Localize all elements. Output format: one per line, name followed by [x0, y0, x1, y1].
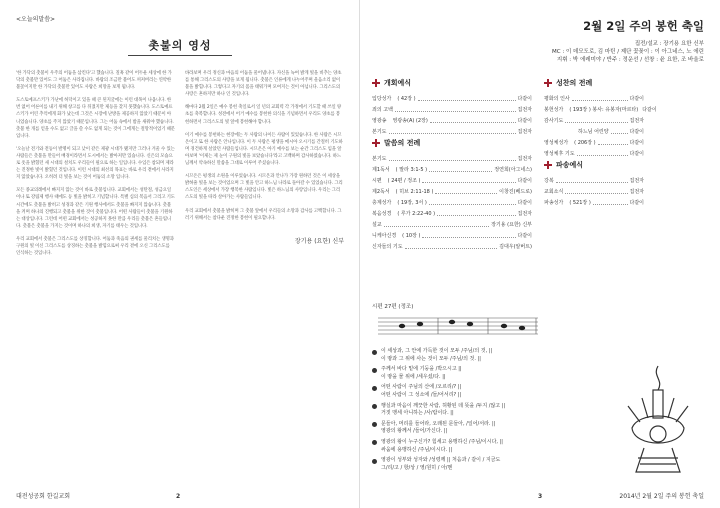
paragraph: '오늘날 전기와 전등이 발명이 되고 낮이 같은 제광 시대가 됐지만 그러나 겨울 수 있는 사람들은 촛불을 만들어 배경이라면서 도시에서는 밝아져만 있습니다. 신은의 모습으로 옷을 밝혔던 새 시대의 설치도 우리들이 필요로 하는 일입니다. 수입은 참되며 제라는 진정한 빛이 밝혔던 것입니다. 이런 시대의 최선의 목표는 바로 우리 곁에서 사라지지 않았습니다. 오히려 더 빛을 보는 것이 어둠의 소망 입니다.	[16, 146, 175, 181]
paragraph: 해마다 2월 2일은 예수 봉헌 축일로서 일 년의 교회력 각 가정에서 기도할 때 쓰일 양초를 축복합니다. 성전에서 어거 예수를 봉헌한 의식을 기념하면서 우리도 양초를 봉헌하면서 그리스도의 빛 앞에 봉헌해야 합니다.	[185, 105, 342, 125]
leader-dots	[389, 160, 516, 161]
article-column-1	[16, 70, 175, 263]
liturgy-row	[372, 92, 532, 103]
liturgy-row	[372, 240, 532, 251]
service-credits	[372, 40, 704, 64]
liturgy-row	[544, 136, 644, 147]
liturgy-item-name: 파송성가	[544, 200, 564, 206]
leader-dots	[556, 182, 628, 183]
liturgy-item-name: 영성체성가	[544, 140, 569, 146]
section-heading	[372, 78, 532, 88]
verse-line: 이 땅과 그 위에 사는 것이 모두 /주님/의 것. ||	[381, 355, 481, 362]
liturgy-item-role: 다같이	[517, 200, 532, 206]
psalm-section	[372, 302, 708, 475]
paragraph: 우리 교회에서 촛불은 그리스도를 상징합니다. 어둠과 죽음의 권세를 물리치는 생명과 구원의 빛 이신 그리스도를 상징하는 촛불을 밝힘으로써 우리 곁에 오신 그리스도를 인식하는 것입니다.	[16, 236, 174, 257]
liturgy-item-name: 강복	[544, 178, 554, 184]
leader-dots	[593, 204, 628, 205]
bullet-icon	[372, 459, 377, 464]
liturgy-item-role: 집전자	[629, 178, 644, 184]
verse-line: 거짓 맹세 아니하는 /사/람이다. ||	[381, 410, 454, 417]
paragraph: 도스토예프스키가 가난에 허덕이고 있을 때 큰 된지굴에는 이런 대목이 나옵니다. 한 번 없어 어른이를 내기 위해 창고를 다 뒤졌지만 제등을 찾지 못했습니다. 도스토예프스키가 어린 추억에게 화가 났는데 그것은 시장에 난방을 제공하지 않았기 때문이 아니었습니다. 양초를 주지 않았기 때문입니다. 그는 어둠 속에서 밤을 새워야 했습니다. 촛불 한 개를 얻을 수도 없고 글을 쓸 수도 없게 되는 것이 그에게는 절망적이었기 때문입니다.	[16, 98, 175, 139]
liturgy-row	[544, 185, 644, 196]
author-signature: 장기용 (요한) 신부	[294, 237, 344, 245]
leader-dots	[437, 215, 515, 216]
footer-church-name: 대전성공회 한길교회	[16, 493, 71, 500]
leader-dots	[430, 122, 516, 123]
verse-line: 싸움에 용맹하신 /주님/이시다. ||	[381, 446, 453, 453]
liturgy-item-role: 다같이	[642, 107, 657, 113]
liturgy-row	[544, 114, 644, 125]
leader-dots	[422, 237, 515, 238]
cross-icon	[544, 161, 552, 169]
paragraph: 시므온은 평생의 소원을 이루었습니다. 시므온과 안나가 가장 원하던 것은 이 세상을 밝혀줄 빛을 보는 것이었으며 그 빛을 안고 하느님 나라로 돌아갈 수 있었습니다. 그리스도인은 세상에서 가장 행복한 사람입니다. 빛은 하느님의 사랑입니다. 우리는 그리스도의 빛을 따라 살아가는 사람들입니다.	[185, 174, 343, 201]
liturgy-item-name: 복음성경	[372, 211, 392, 217]
leader-dots	[565, 193, 627, 194]
liturgy-item-role: 집전자	[517, 156, 532, 162]
liturgy-item-role: 장기용 (요한) 신부	[491, 222, 532, 228]
liturgy-row	[372, 229, 532, 240]
liturgy-item-detail: ( 193장 ) 봉사: 유봉자(마르타)	[569, 107, 639, 113]
liturgy-item-role: 집전자	[517, 129, 532, 135]
credit-line: 집전/설교 : 장기용 요한 신부	[634, 41, 704, 47]
liturgy-item-detail: 영광송(A) (2장)	[392, 118, 428, 124]
liturgy-item-detail: ( 206장 )	[574, 140, 596, 146]
verse-line: 이 땅을 물 위에 /세우셨/다. ||	[381, 373, 446, 380]
verse-lines	[381, 439, 591, 454]
liturgy-item-role: 다같이	[629, 200, 644, 206]
liturgy-row	[544, 147, 644, 158]
bullet-icon	[372, 350, 377, 355]
liturgy-item-detail: ( 말라 3:1-5 )	[395, 167, 428, 173]
leader-dots	[577, 155, 628, 156]
liturgy-item-name: 제1독서	[372, 167, 390, 173]
footer-date: 2014년 2월 2일 주의 봉헌 축일	[619, 493, 704, 500]
order-column-right	[544, 76, 657, 251]
leader-dots	[435, 193, 497, 194]
liturgy-item-role: 다같이	[629, 96, 644, 102]
verse-lines	[381, 457, 591, 472]
corner-label: <오늘의말씀>	[16, 16, 56, 23]
page-number: 2	[176, 493, 181, 500]
section-heading	[544, 78, 644, 88]
verse-line: 그/리/고 / 항/상 / 영/원히 / 아/멘	[381, 464, 453, 471]
paragraph: 바라보며 우리 정신과 마음의 어둠을 물어냅니다. 자신을 녹여 밝게 빛을 비추는 양초를 통해 그리스도의 사랑을 보게 됩니다. 촛불은 인류에게 나누어주며 울음소리 없이 불을 밝힙니다. 그렇다고 자기의 몸을 태워가며 모여지는 것이 아닙니다. 그리스도의 사랑은 흔하지만 하나 인 것입니다.	[185, 71, 342, 98]
paragraph: '한 가닥의 촛불이 우주의 어둠을 삼킨다'고 했습니다. 칠흑 같이 어두운 세상에 한 가닥의 촛불만 있어도 그 어둠은 사라집니다. 바람의 조금만 불어도 꺼져버리는 연약한 불꽃이지만 한 가닥의 촛불만 있어도 사람은 희망을 보게 됩니다.	[16, 71, 172, 91]
order-of-service	[372, 76, 704, 251]
liturgy-item-detail: 하느님 어린양	[578, 129, 609, 135]
liturgy-item-role: 다같이	[629, 151, 644, 157]
liturgy-row	[372, 114, 532, 125]
candle-offering-illustration-icon	[618, 358, 698, 478]
verse-lines	[381, 403, 591, 418]
section-heading-text: 파송예식	[556, 161, 584, 169]
liturgy-item-name: 신자들의 기도	[372, 244, 403, 250]
liturgy-item-detail: ( 19장, 3서 )	[397, 200, 427, 206]
liturgy-item-role: 집전자	[629, 189, 644, 195]
liturgy-item-name: 층계성가	[372, 200, 392, 206]
psalm-label: 시편 27편 (정조)	[372, 304, 414, 310]
liturgy-item-name: 교회소식	[544, 189, 564, 195]
verse-line: 영광이 성부와 성자와 /성령께 || 처음과 / 같이 / 지금도	[381, 457, 501, 464]
liturgy-row	[372, 207, 532, 218]
verse-line: 행실과 마음이 깨끗한 사람, 허황된 데 뜻을 /두지 /않고 ||	[381, 402, 506, 409]
verse-line: 어떤 사람이 그 성소에 /들/어서리? ||	[381, 391, 462, 398]
article-columns	[16, 70, 344, 263]
liturgy-item-name: 봉헌성가	[544, 107, 564, 113]
section-heading-text: 말씀의 전례	[384, 139, 421, 147]
liturgy-item-name: 평화의 인사	[544, 96, 570, 102]
liturgy-row	[372, 163, 532, 174]
verse-line: 문들아, 머리를 들어라, 오래된 문들아, /일어/서라. ||	[381, 420, 496, 427]
liturgy-item-role: 김대우(알버트)	[499, 244, 532, 250]
liturgy-item-role: 집전자	[517, 107, 532, 113]
leader-dots	[405, 248, 498, 249]
liturgy-item-detail: ( 24편 / 정조 )	[387, 178, 421, 184]
leader-dots	[384, 226, 489, 227]
liturgy-item-name: 죄의 고백	[372, 107, 393, 113]
section-heading-text: 개회예식	[384, 79, 412, 87]
liturgy-item-role: 다같이	[629, 140, 644, 146]
liturgy-row	[372, 125, 532, 136]
leader-dots	[429, 204, 516, 205]
verse-lines	[381, 366, 591, 381]
liturgy-item-name: 영광송	[372, 118, 387, 124]
section-heading	[544, 160, 644, 170]
verse-line: 주께서 바다 밑에 기둥을 /박으시고 ||	[381, 366, 462, 373]
liturgy-row	[372, 174, 532, 185]
liturgy-item-role: 집전자	[517, 211, 532, 217]
liturgy-row	[372, 103, 532, 114]
liturgy-item-role: 이창진(베드로)	[499, 189, 532, 195]
liturgy-row	[544, 196, 644, 207]
liturgy-row	[372, 196, 532, 207]
cross-icon	[544, 79, 552, 87]
verse-line: 영광의 왕이 누구신가? 힘세고 용맹하신 /주님/이시다, ||	[381, 438, 503, 445]
bullet-icon	[372, 368, 377, 373]
paragraph: 이기 예수를 봉헌하는 현장에는 두 사람의 나이든 사람이 있었습니다. 한 사람은 시므온이고 또 한 사람은 안나입니다. 이 두 사람은 평생을 메시아 오시기를 간절히 기도하며 경건하게 살았던 사람들입니다. 시므온은 아기 예수를 보는 순간 그리스도 임을 알아보며 '이제는 제 눈이 구원의 빛을 보았습니다'라고 고백하며 감사하였습니다. 하느님께서 약속하신 말씀을 그대로 이루어 주셨습니다.	[185, 132, 343, 167]
liturgy-item-detail: ( 히브 2:11-18 )	[395, 189, 434, 195]
liturgy-item-name: 니케아신경	[372, 233, 397, 239]
article-column-2	[185, 70, 344, 263]
liturgy-item-role: 집전자	[629, 118, 644, 124]
bullet-icon	[372, 386, 377, 391]
leader-dots	[395, 111, 516, 112]
liturgy-row	[372, 152, 532, 163]
article-title: 촛불의 영성	[148, 39, 212, 52]
verse-line: 어떤 사람이 주님의 산에 /오르리/? ||	[381, 384, 462, 391]
liturgy-item-detail: ( 521장 )	[569, 200, 591, 206]
leader-dots	[429, 171, 492, 172]
liturgy-row	[372, 218, 532, 229]
liturgy-row	[372, 185, 532, 196]
leader-dots	[418, 100, 516, 101]
bullet-icon	[372, 440, 377, 445]
leader-dots	[565, 122, 627, 123]
liturgy-row	[544, 125, 644, 136]
paragraph: 우리 교회에서 촛불을 밝히며 그 촛불 앞에서 우리들의 소망과 감사를 고백합니다. 그러기 위해서는 참다운 진정한 봉헌이 필요합니다.	[185, 208, 342, 221]
liturgy-item-role: 다같이	[517, 118, 532, 124]
liturgy-item-role: 다같이	[517, 96, 532, 102]
liturgy-item-role: 다같이	[517, 178, 532, 184]
liturgy-row	[544, 103, 657, 114]
verse-lines	[381, 384, 591, 399]
liturgy-item-detail: ( 10장 )	[402, 233, 421, 239]
music-staff-icon	[378, 312, 538, 338]
liturgy-item-name: 영성체후 기도	[544, 151, 575, 157]
verse-line: 이 세상과, 그 안에 가득한 것이 모두 /주님/의 것, ||	[381, 348, 493, 354]
liturgy-row	[544, 92, 644, 103]
cross-icon	[372, 79, 380, 87]
bullet-icon	[372, 404, 377, 409]
liturgy-item-name: 본기도	[372, 156, 387, 162]
credit-line: 지휘 : 박 에레미야 / 반주 : 정운선 / 선창 : 윤 요한, 조 바울로	[556, 57, 704, 63]
service-title: 2월 2일 주의 봉헌 축일	[583, 19, 704, 33]
verse-lines	[381, 348, 591, 363]
liturgy-item-role: 다같이	[629, 129, 644, 135]
cross-icon	[372, 139, 380, 147]
title-divider	[128, 55, 232, 56]
liturgy-item-name: 본기도	[372, 129, 387, 135]
leader-dots	[572, 100, 628, 101]
liturgy-item-role: 다같이	[517, 233, 532, 239]
liturgy-item-name: 제2독서	[372, 189, 390, 195]
page-number: 3	[538, 493, 543, 500]
liturgy-item-detail: ( 42장 )	[397, 96, 416, 102]
section-heading-text: 성찬의 전례	[556, 79, 593, 87]
liturgy-item-name: 감사기도	[544, 118, 564, 124]
liturgy-item-name: 설교	[372, 222, 382, 228]
verse-line: 영광의 왕께서 /들어/가신다. ||	[381, 428, 448, 435]
leader-dots	[598, 144, 628, 145]
leader-dots	[389, 133, 516, 134]
liturgy-item-name: 입당성가	[372, 96, 392, 102]
credit-line: MC : 이 데모도로, 김 마틴 / 제단 꽃꽂이 : 이 아그네스, 노 에린	[552, 49, 704, 55]
leader-dots	[611, 133, 628, 134]
leader-dots	[422, 182, 515, 183]
paragraph: 모든 종교의례에서 빠지지 않는 것이 바로 촛불입니다. 교회에서는 성탄절, 성금요일이나 또 강림제 행사 때에도 등 빛을 밝히고 기념합니다. 특별 심의 복음서 그리고 기도 시간에도 촛불을 밝히고 성경과 같은 기원 행사에서도 촛불을 빠지지 않습니다. 촛불을 켜며 하나의 진행되고 촛불을 위한 것이 촛불입니다. 어떤 사람들이 촛불을 기원하는 대상입니다. 그런데 어떤 교회에서는 성공하지 못한 만큼 우리들 촛불은 흔들립니다. 촛불은 촛불을 가지는 것이며 하나의 희생, 자기를 태우는 것입니다.	[16, 188, 175, 229]
liturgy-row	[544, 174, 644, 185]
section-heading	[372, 138, 532, 148]
order-column-left	[372, 76, 532, 251]
verse-lines	[381, 421, 591, 436]
liturgy-item-role: 정연희(아그네스)	[494, 167, 532, 173]
liturgy-item-detail: ( 루가 2:22-40 )	[397, 211, 436, 217]
liturgy-item-name: 시편	[372, 178, 382, 184]
bullet-icon	[372, 422, 377, 427]
